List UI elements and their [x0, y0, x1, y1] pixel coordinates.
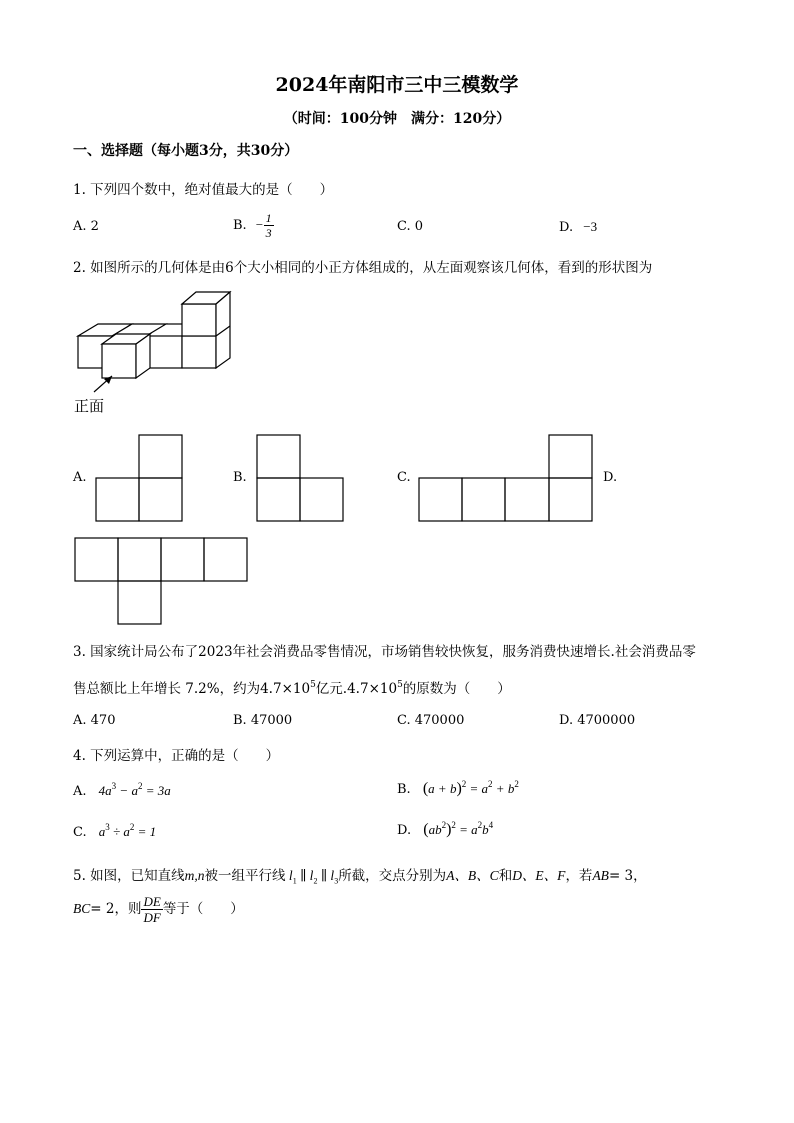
question-2-stem: 2. 如图所示的几何体是由6个大小相同的小正方体组成的，从左面观察该几何体，看到的形状图为	[73, 260, 653, 276]
q2-option-c-figure	[418, 434, 596, 522]
question-4-stem: 4. 下列运算中，正确的是（ ）	[73, 748, 280, 764]
q5-fraction	[141, 895, 162, 924]
page-title: 2024年南阳市三中三模数学	[275, 74, 519, 96]
q4-option-c	[73, 822, 156, 840]
section-heading: 一、选择题（每小题3分，共30分）	[73, 143, 299, 159]
q4-option-b-expression: $(a + b)^2 = a^2 + b^2$	[422, 779, 519, 797]
q2-option-b-figure	[256, 434, 346, 522]
q1-option-c: C. 0	[397, 219, 424, 234]
q5-text-b: 被一组平行线	[204, 868, 286, 884]
q5-bc-value: = 2，则	[90, 901, 142, 917]
q4-option-a-label: A.	[73, 784, 87, 799]
q3-option-a: A. 470	[73, 713, 116, 728]
q1-option-d-label: D.	[559, 220, 574, 235]
fraction	[264, 212, 274, 239]
q3-exponent-2: 5	[397, 680, 403, 690]
q3-text-b: 亿元.	[315, 681, 348, 697]
q4-option-c-expression: $a^3 \div a^2 = 1$	[98, 822, 157, 839]
q5-text-e: ，若	[565, 868, 593, 884]
q4-option-d-label: D.	[397, 823, 412, 838]
question-5-stem-line2	[73, 895, 244, 924]
q4-option-b-label: B.	[397, 782, 411, 797]
q2-option-b: B.	[233, 470, 247, 485]
q5-text-c: 所截，交点分别为	[338, 868, 447, 884]
cube-solid-figure	[72, 288, 242, 388]
q3-text-c: 的原数为（ ）	[402, 681, 511, 697]
q2-option-a: A.	[73, 470, 87, 485]
q3-mantissa-2: 4.7×10	[347, 681, 398, 697]
q5-segment-ab: AB	[592, 868, 609, 883]
q1-option-d	[559, 219, 597, 235]
q3-exponent: 5	[310, 680, 316, 690]
question-1-stem: 1. 下列四个数中，绝对值最大的是（ ）	[73, 182, 334, 198]
q3-number-1	[260, 681, 316, 697]
q2-option-d-figure	[74, 537, 250, 627]
q5-parallel-lines: $l_1$ ∥ $l_2$ ∥ $l_3$	[285, 868, 339, 886]
q3-mantissa: 4.7×10	[260, 681, 311, 697]
q2-option-c: C.	[397, 470, 411, 485]
q4-option-d-expression: $(ab^2)^2 = a^2b^4$	[423, 820, 494, 838]
q4-option-a-expression: $4a^3 - a^2 = 3a$	[98, 781, 171, 798]
q3-option-b: B. 47000	[233, 713, 293, 728]
q4-option-a	[73, 781, 171, 799]
question-5-stem-line1	[73, 864, 647, 886]
q1-option-b-label: B.	[233, 218, 247, 233]
q5-lines-mn: m,n	[184, 868, 205, 883]
question-3-stem-line2	[73, 677, 511, 697]
q4-option-c-label: C.	[73, 825, 87, 840]
exam-info: （时间：100分钟 满分：120分）	[283, 111, 511, 127]
q5-segment-bc: BC	[73, 901, 91, 916]
q2-option-d: D.	[603, 470, 618, 485]
q1-option-d-value: −3	[583, 219, 598, 234]
q3-number-2	[347, 681, 403, 697]
q5-points-def: D、E、F	[512, 868, 566, 883]
q5-fraction-denominator: DF	[143, 910, 161, 925]
q2-option-a-figure	[95, 434, 185, 522]
q3-text-a: 售总额比上年增长 7.2%，约为	[73, 681, 261, 697]
fraction-denominator: 3	[265, 226, 272, 240]
q5-ab-value: = 3，	[608, 868, 647, 884]
question-3-stem-line1: 3. 国家统计局公布了2023年社会消费品零售情况，市场销售较快恢复，服务消费快速增长.社会消费品零	[73, 644, 696, 660]
q5-text-a: 5. 如图，已知直线	[73, 868, 185, 884]
q3-option-d: D. 4700000	[559, 713, 636, 728]
front-view-label: 正面	[74, 397, 105, 415]
fraction-numerator: 1	[265, 211, 272, 225]
q5-points-abc: A、B、C	[446, 868, 499, 883]
q5-fraction-numerator: DE	[143, 894, 161, 909]
q4-option-d	[397, 820, 493, 839]
q1-option-a: A. 2	[73, 219, 99, 234]
q5-text-d: 和	[498, 868, 513, 884]
q4-option-b	[397, 779, 519, 798]
q3-option-c: C. 470000	[397, 713, 465, 728]
q1-option-b	[233, 212, 274, 239]
minus-sign: −	[254, 217, 264, 232]
q5-text-f: 等于（ ）	[162, 901, 244, 917]
